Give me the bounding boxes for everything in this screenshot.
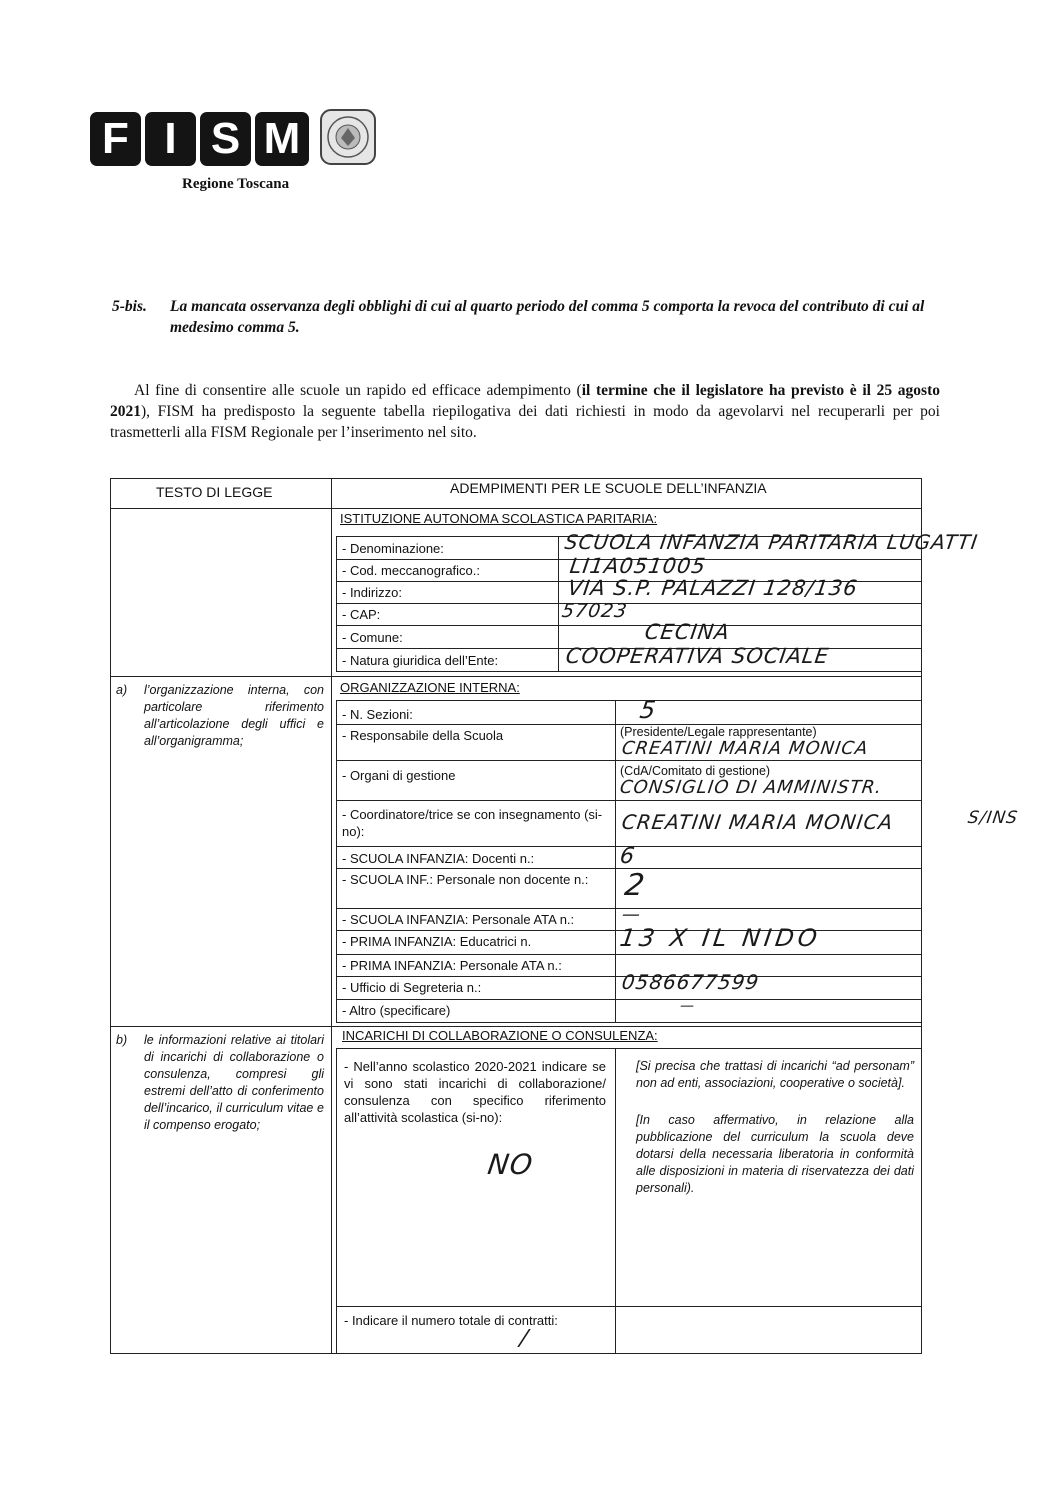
question-incarichi: - Nell’anno scolastico 2020-2021 indicare se vi sono stati incarichi di collaborazione/ consulenza con specifico riferimento all’attività scolastica (si-no): xyxy=(344,1059,606,1125)
value-coordinatore-extra: S/INS xyxy=(966,808,1020,828)
label-cod-meccanografico: - Cod. meccanografico.: xyxy=(342,563,481,578)
value-coordinatore: CREATINI MARIA MONICA xyxy=(620,810,896,834)
value-comune: CECINA xyxy=(643,620,732,644)
value-numero-contratti: / xyxy=(518,1326,531,1351)
intro-deadline: il termine che il legislatore ha previsto è il 25 agosto 2021 xyxy=(110,382,940,420)
logo-letter: I xyxy=(145,112,196,166)
hint-organi-gestione: (CdA/Comitato di gestione) xyxy=(620,764,771,778)
value-segreteria: 0586677599 xyxy=(620,970,761,994)
label-educatrici: - PRIMA INFANZIA: Educatrici n. xyxy=(342,934,532,949)
logo-letter: M xyxy=(255,112,309,166)
law-letter-b: b) xyxy=(116,1033,128,1047)
label-segreteria: - Ufficio di Segreteria n.: xyxy=(342,980,482,995)
label-personale-non-docente: - SCUOLA INF.: Personale non docente n.: xyxy=(342,872,589,887)
value-denominazione: SCUOLA INFANZIA PARITARIA LUGATTI xyxy=(563,530,980,554)
label-organi-gestione: - Organi di gestione xyxy=(342,768,456,783)
value-personale-ata-infanzia: — xyxy=(620,904,643,925)
logo-region: Regione Toscana xyxy=(182,176,290,192)
label-natura-giuridica: - Natura giuridica dell’Ente: xyxy=(342,653,499,668)
section-organizzazione-title: ORGANIZZAZIONE INTERNA: xyxy=(340,680,520,695)
header-law-text: TESTO DI LEGGE xyxy=(156,484,273,500)
label-responsabile: - Responsabile della Scuola xyxy=(342,728,504,743)
note-ad-personam: [Si precisa che trattasi di incarichi “ad personam” non ad enti, associazioni, cooperative o società]. xyxy=(636,1059,914,1090)
label-indirizzo: - Indirizzo: xyxy=(342,585,402,600)
value-educatrici: 13 X IL NIDO xyxy=(618,924,823,952)
label-personale-ata-infanzia: - SCUOLA INFANZIA: Personale ATA n.: xyxy=(342,912,575,927)
value-docenti: 6 xyxy=(618,844,637,869)
intro-paragraph xyxy=(110,380,940,443)
value-personale-non-docente: 2 xyxy=(622,868,648,903)
value-cod-meccanografico: LI1A051005 xyxy=(568,554,708,578)
label-docenti: - SCUOLA INFANZIA: Docenti n.: xyxy=(342,851,535,866)
summary-table xyxy=(110,470,1020,1354)
value-cap: 57023 xyxy=(560,600,629,622)
value-organi-gestione: CONSIGLIO DI AMMINISTR. xyxy=(618,777,884,798)
law-letter-a: a) xyxy=(116,683,128,697)
label-personale-ata-prima: - PRIMA INFANZIA: Personale ATA n.: xyxy=(342,958,562,973)
intro-part1: Al fine di consentire alle scuole un rapido ed efficace adempimento ( xyxy=(134,382,582,399)
intro-part2: ), FISM ha predisposto la seguente tabella riepilogativa dei dati richiesti in modo da agevolarvi nel recuperarli per poi trasmetterli alla FISM Regionale per l’inserimento nel sito. xyxy=(110,403,940,441)
logo-letters xyxy=(90,112,390,166)
label-numero-contratti: - Indicare il numero totale di contratti: xyxy=(344,1313,558,1328)
note-liberatoria: [In caso affermativo, in relazione alla pubblicazione del curriculum la scuola deve dotarsi della necessaria liberatoria in conformità alle disposizioni in materia di riservatezza dei dati personali). xyxy=(636,1113,914,1195)
label-altro: - Altro (specificare) xyxy=(342,1003,451,1018)
section-istituzione-title: ISTITUZIONE AUTONOMA SCOLASTICA PARITARIA: xyxy=(340,511,658,526)
value-altro: — xyxy=(678,998,697,1014)
label-coordinatore: - Coordinatore/trice se con insegnamento (si-no): xyxy=(342,807,603,839)
logo-letter: F xyxy=(90,112,141,166)
label-comune: - Comune: xyxy=(342,630,403,645)
label-denominazione: - Denominazione: xyxy=(342,541,444,556)
hint-responsabile: (Presidente/Legale rappresentante) xyxy=(620,725,817,739)
label-sezioni: - N. Sezioni: xyxy=(342,707,413,722)
paragraph-number: 5-bis. xyxy=(112,298,147,315)
value-sezioni: 5 xyxy=(638,696,659,724)
law-text-b: le informazioni relative ai titolari di incarichi di collaborazione o consulenza, compresi gli estremi dell’atto di conferimento dell’incarico, il curriculum vitae e il compenso erogato; xyxy=(144,1033,324,1132)
fism-logo xyxy=(90,112,390,202)
label-cap: - CAP: xyxy=(342,607,381,622)
value-indirizzo: VIA S.P. PALAZZI 128/136 xyxy=(566,576,860,600)
law-text-a: l’organizzazione interna, con particolare riferimento all’articolazione degli uffici e all’organigramma; xyxy=(144,683,324,748)
value-responsabile: CREATINI MARIA MONICA xyxy=(620,738,870,759)
logo-letter: S xyxy=(200,112,251,166)
logo-seal-icon xyxy=(319,108,377,166)
paragraph-5bis xyxy=(112,296,942,338)
header-obligations: ADEMPIMENTI PER LE SCUOLE DELL’INFANZIA xyxy=(450,480,767,496)
answer-incarichi: NO xyxy=(485,1148,536,1181)
paragraph-text: La mancata osservanza degli obblighi di cui al quarto periodo del comma 5 comporta la revoca del contributo di cui al medesimo comma 5. xyxy=(170,298,925,336)
section-incarichi-title: INCARICHI DI COLLABORAZIONE O CONSULENZA: xyxy=(342,1028,658,1043)
value-natura-giuridica: COOPERATIVA SOCIALE xyxy=(564,644,831,668)
